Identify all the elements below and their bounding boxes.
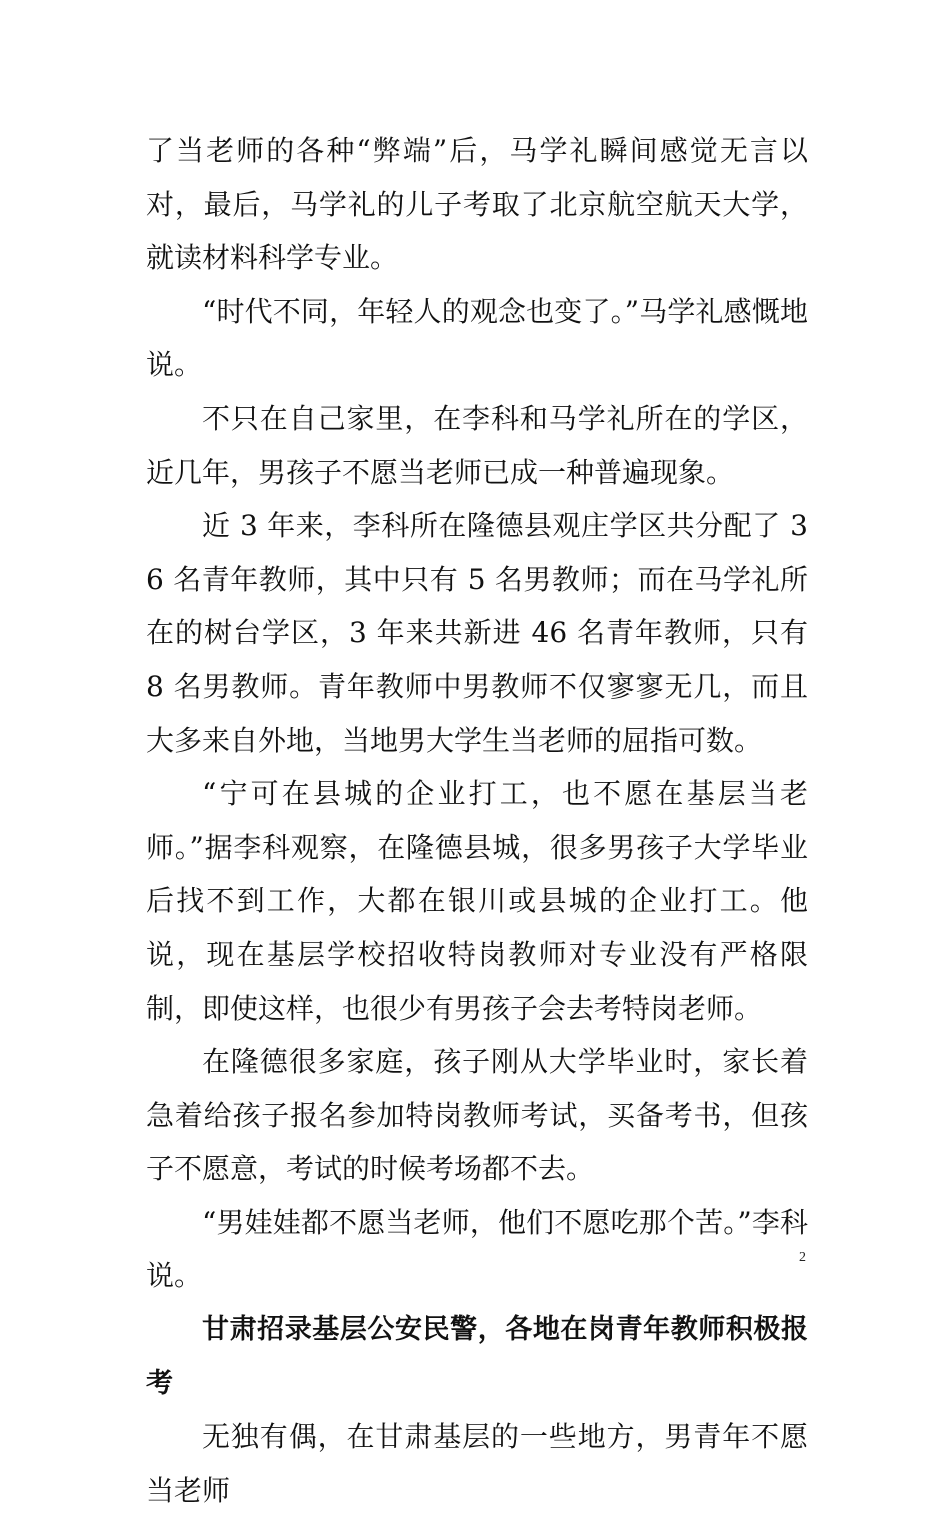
paragraph-common-phenomenon: 不只在自己家里，在李科和马学礼所在的学区，近几年，男孩子不愿当老师已成一种普遍现象。: [146, 401, 808, 489]
section-heading: 甘肃招录基层公安民警，各地在岗青年教师积极报考: [146, 1314, 808, 1399]
paragraph-families: 在隆德很多家庭，孩子刚从大学毕业时，家长着急着给孩子报名参加特岗教师考试，买备考书，但孩子不愿意，考试的时候考场都不去。: [146, 1045, 808, 1186]
paragraph-quote-ma-xueli: “时代不同，年轻人的观念也变了。”马学礼感慨地说。: [146, 294, 808, 382]
body-text: [146, 124, 808, 1517]
paragraph-gansu: 无独有偶，在甘肃基层的一些地方，男青年不愿当老师: [146, 1420, 808, 1507]
paragraph-quote-li-ke: “男娃娃都不愿当老师，他们不愿吃那个苦。”李科说。: [146, 1205, 808, 1293]
page-number: 2: [799, 1250, 806, 1265]
paragraph-statistics: 近 3 年来，李科所在隆德县观庄学区共分配了 36 名青年教师，其中只有 5 名男教师；而在马学礼所在的树台学区，3 年来共新进 46 名青年教师，只有 8 名男教师。青年教师中男教师不仅寥寥无几，而且大多来自外地，当地男大学生当老师的屈指可数。: [146, 509, 808, 757]
paragraph-li-ke-observation: “宁可在县城的企业打工，也不愿在基层当老师。”据李科观察，在隆德县城，很多男孩子大学毕业后找不到工作，大都在银川或县城的企业打工。他说，现在基层学校招收特岗教师对专业没有严格限制，即使这样，也很少有男孩子会去考特岗老师。: [146, 777, 808, 1025]
paragraph-continuation: 了当老师的各种“弊端”后，马学礼瞬间感觉无言以对，最后，马学礼的儿子考取了北京航空航天大学，就读材料科学专业。: [146, 134, 808, 275]
